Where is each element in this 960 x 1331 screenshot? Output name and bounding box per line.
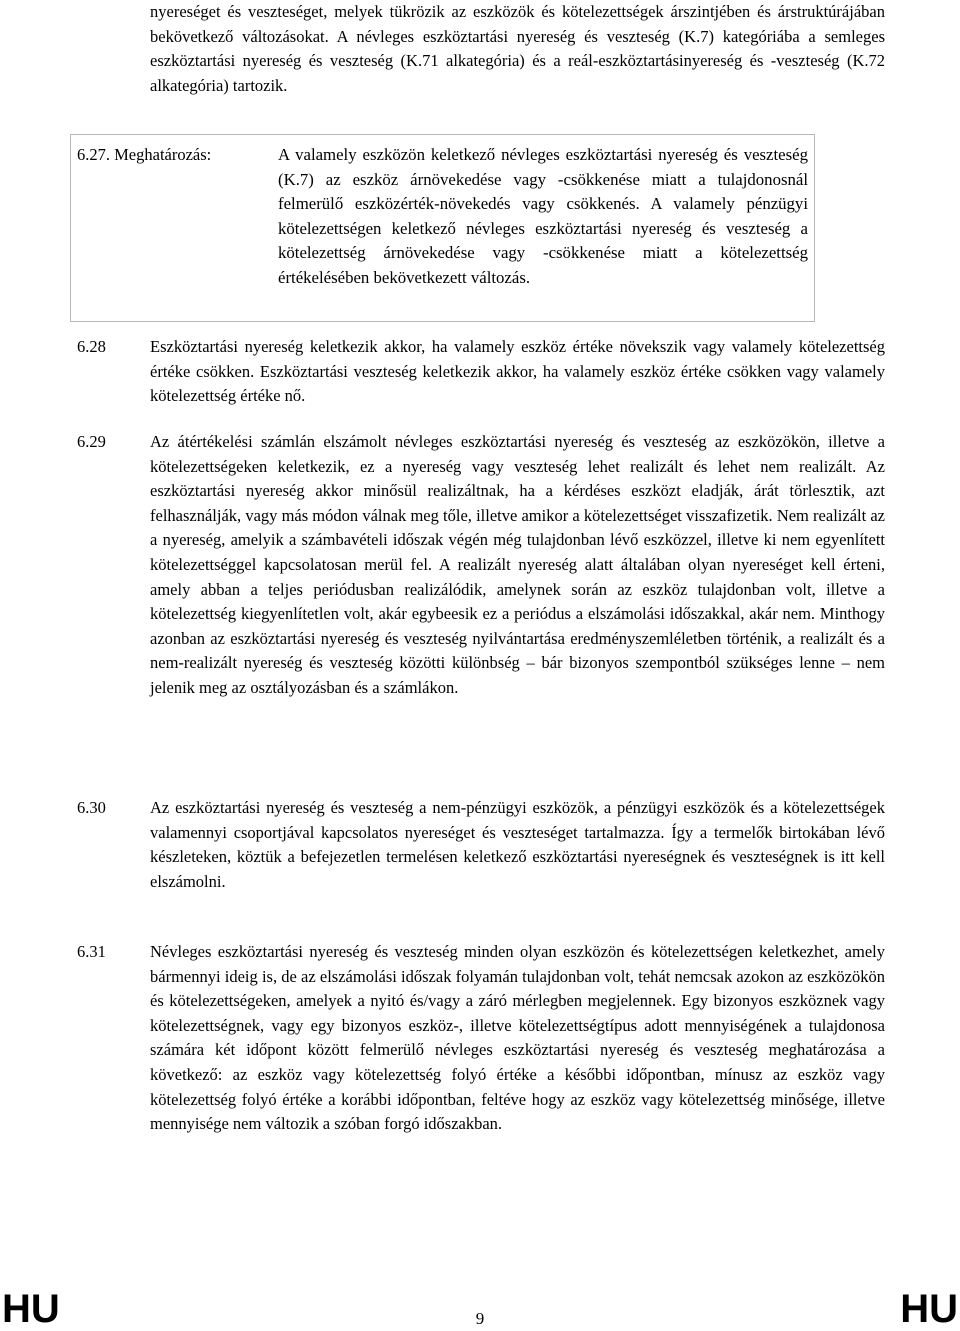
paragraph-6-31 bbox=[77, 940, 885, 1137]
definition-text: A valamely eszközön keletkező névleges eszköztartási nyereség és veszteség (K.7) az eszköz árnövekedése vagy -csökkenése miatt a tulajdonosnál felmerülő eszközérték-növekedés vagy csökkenés. A valamely pénzügyi kötelezettségen keletkező névleges eszköztartási nyereség és veszteség a kötelezettség árnövekedése vagy -csökkenése miatt a kötelezettség értékelésében bekövetkezett változás. bbox=[278, 145, 808, 287]
paragraph-text: Névleges eszköztartási nyereség és veszteség minden olyan eszközön és kötelezettségen keletkezhet, amely bármennyi ideig is, de az elszámolási időszak folyamán tulajdonban volt, tehát nemcsak azokon az eszközökön és kötelezettségeken, amelyek a nyitó és/vagy a záró mérlegben megjelennek. Egy bizonyos eszköznek vagy kötelezettségnek, vagy egy bizonyos eszköz-, illetve kötelezettségtípus adott mennyiségének a tulajdonosa számára két időpont között felmerülő névleges eszköztartási nyereség és veszteség meghatározása a következő: az eszköz vagy kötelezettség folyó értéke a későbbi időpontban, mínusz az eszköz vagy kötelezettség folyó értéke a korábbi időpontban, feltéve hogy az eszköz vagy kötelezettség minősége, illetve mennyisége nem változik a szóban forgó időszakban. bbox=[150, 942, 885, 1134]
definition-label: 6.27. Meghatározás: bbox=[77, 145, 212, 164]
paragraph-number: 6.31 bbox=[77, 942, 106, 961]
paragraph-6-30 bbox=[77, 796, 885, 894]
footer-language-code-right: HU bbox=[900, 1287, 958, 1331]
paragraph-number: 6.29 bbox=[77, 432, 106, 451]
paragraph-text: Eszköztartási nyereség keletkezik akkor, ha valamely eszköz értéke növekszik vagy valamely kötelezettség értéke csökken. Eszköztartási veszteség keletkezik akkor, ha valamely eszköz értéke csökken vagy valamely kötelezettség értéke nő. bbox=[150, 337, 885, 406]
paragraph-6-29 bbox=[77, 430, 885, 701]
intro-paragraph: nyereséget és veszteséget, melyek tükrözik az eszközök és kötelezettségek árszintjében és árstruktúrájában bekövetkező változásokat. A névleges eszköztartási nyereség és veszteség (K.7) kategóriába a semleges eszköztartási nyereség és veszteség (K.71 alkategória) és a reál-eszköztartásinyereség és -veszteség (K.72 alkategória) tartozik. bbox=[150, 2, 885, 95]
footer-language-code-left: HU bbox=[2, 1287, 60, 1331]
definition-box bbox=[70, 134, 815, 322]
paragraph-text: Az eszköztartási nyereség és veszteség a nem-pénzügyi eszközök, a pénzügyi eszközök és a kötelezettségek valamennyi csoportjával kapcsolatos nyereséget és veszteséget tartalmazza. Így a termelők birtokában lévő készleteken, köztük a befejezetlen termelésen keletkező eszköztartási nyereségnek és veszteségnek is itt kell elszámolni. bbox=[150, 798, 885, 891]
paragraph-text: Az átértékelési számlán elszámolt névleges eszköztartási nyereség és veszteség az eszközökön, illetve a kötelezettségeken keletkezik, ez a nyereség vagy veszteség lehet realizált és lehet nem realizált. Az eszköztartási nyereség akkor minősül realizáltnak, ha a kérdéses eszközt eladják, árát törlesztik, azt felhasználják, vagy más módon válnak meg tőle, illetve amikor a kötelezettséget visszafizetik. Nem realizált az a nyereség, amelyik a számbavételi időszak végén még tulajdonban lévő eszközzel, illetve ki nem egyenlített kötelezettséggel kapcsolatosan merül fel. A realizált nyereség alatt általában olyan nyereséget kell érteni, amely abban a teljes periódusban realizálódik, amelynek során az eszköz tulajdonban volt, illetve a kötelezettség kiegyenlítetlen volt, akár egybeesik ez a periódus a elszámolási időszakkal, akár nem. Minthogy azonban az eszköztartási nyereség és veszteség nyilvántartása eredményszemléletben történik, a realizált és a nem-realizált nyereség és veszteség közötti különbség – bár bizonyos szempontból szükséges lenne – nem jelenik meg az osztályozásban és a számlákon. bbox=[150, 432, 885, 697]
paragraph-number: 6.28 bbox=[77, 337, 106, 356]
page-number: 9 bbox=[475, 1309, 485, 1328]
paragraph-number: 6.30 bbox=[77, 798, 106, 817]
paragraph-6-28 bbox=[77, 335, 885, 409]
